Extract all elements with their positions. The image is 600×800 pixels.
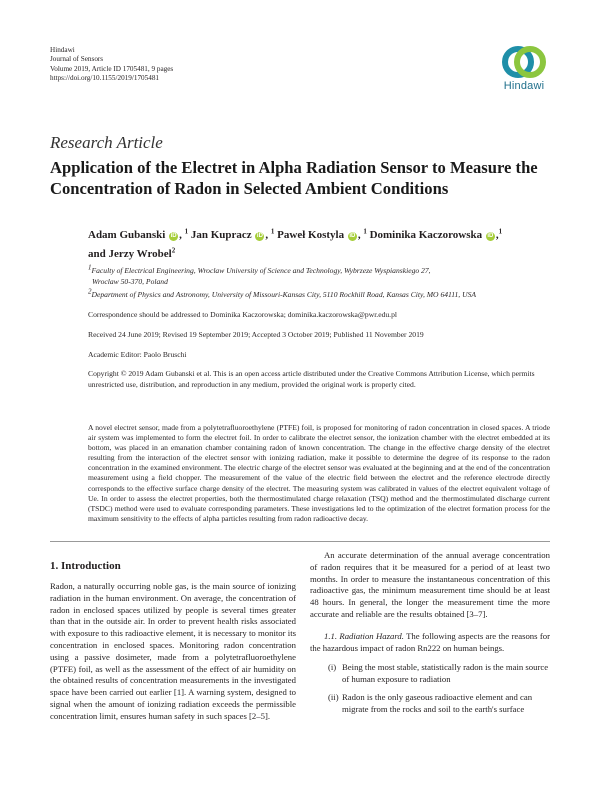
affiliation-1: 1Faculty of Electrical Engineering, Wroclaw University of Science and Technology, Wybrzeze Wyspianskiego 27, Wroclaw 50-370, Poland xyxy=(88,263,431,286)
section-heading: 1. Introduction xyxy=(50,560,121,572)
left-column xyxy=(50,581,296,723)
orcid-icon[interactable]: iD xyxy=(349,233,356,239)
subsection-heading: 1.1. Radiation Hazard. xyxy=(324,630,404,641)
copyright-notice: Copyright © 2019 Adam Gubanski et al. This is an open access article distributed under the Creative Commons Attribution License, which permits unrestricted use, distribution, and reproduction in any medium, provided the original work is properly cited. xyxy=(88,369,535,389)
article-type: Research Article xyxy=(50,133,163,152)
author-list xyxy=(88,226,558,264)
author[interactable]: and Jerzy Wrobel$^2$ xyxy=(88,246,176,260)
orcid-icon[interactable]: iD xyxy=(487,233,494,239)
author[interactable]: Paweł Kostyla iD , $^1$ xyxy=(277,227,367,241)
paragraph: An accurate determination of the annual average concentration of radon requires that it be measured for a period of at least two months. In order to measure the instantaneous concentration of this radioactive gas, the minimum measurement time should be at least 48 hours. In general, the longer the measurement time the more accurate and reliable are the results obtained [3–7]. xyxy=(310,550,550,619)
list-item: (ii) Radon is the only gaseous radioactive element and can migrate from the rocks and soil to the earth's surface xyxy=(328,691,533,714)
page-title: Application of the Electret in Alpha Radiation Sensor to Measure the Concentration of Radon in Selected Ambient Conditions xyxy=(50,158,538,198)
abstract: A novel electret sensor, made from a polytetrafluoroethylene (PTFE) foil, is proposed for monitoring of radon concentration in closed spaces. A triode air system was implemented to form the electret foil. In order to calibrate the electret sensor, the ionization chamber with the electret embedded at its bottom, was placed in an emanation chamber containing radon of known concentration. The change in the effective charge density of the electret resulting from the interaction of the electret sensor with ionizing radiation, make it possible to determine the degree of its response to the radon concentration in the examined environment. The electric charge of the electret sensor was evaluated at the beginning and at the end of the concentration measurement using a field chopper. The measurement of the value of the electric field between the electret and the reference electrode directly corresponds to the effective surface charge density of the electret. The measuring system was calibrated in values of the electret equivalent voltage of Ue. In order to assess the electret properties, both the thermostimulated charge relaxation (TSQ) method and the thermostimulated discharge current (TSDC) method were used to evaluate corresponding parameters. These investigations led to the optimization of the electret formation process for the maximum sensitivity to the effects of alpha particles resulting from radon radioactive decay. xyxy=(88,423,550,523)
doi-link[interactable]: https://doi.org/10.1155/2019/1705481 xyxy=(50,73,160,82)
journal-name: Journal of Sensors xyxy=(50,55,104,64)
logo-wordmark: Hindawi xyxy=(503,80,545,92)
right-column xyxy=(310,550,550,716)
author[interactable]: Jan Kupracz iD , $^1$ xyxy=(190,227,275,241)
orcid-icon[interactable]: iD xyxy=(256,233,263,239)
orcid-icon[interactable]: iD xyxy=(170,233,177,239)
publisher-logo xyxy=(493,45,555,107)
publisher-name: Hindawi xyxy=(50,46,75,54)
affiliation-2: 2Department of Physics and Astronomy, University of Missouri-Kansas City, 5110 Rockhill Road, Kansas City, MO 64111, USA xyxy=(88,287,477,299)
masthead xyxy=(50,46,173,83)
divider xyxy=(50,541,550,542)
paragraph: Radon, a naturally occurring noble gas, is the main source of ionizing radiation in the human environment. On average, the concentration of radon in enclosed spaces utilized by people is several times greater than that in the outside air. In order to prevent health risks associated with exposure to this radioactive element, it is necessary to monitor its concentration in enclosed spaces. Monitoring radon concentration using a passive dosimeter, made from a polytetrafluoroethylene (PTFE) foil, as well as the assessment of the effect of air humidity on the obtained results of concentration measurements in the investigated space have been carried out earlier [1]. A warning system, designed to signal when the amount of ionizing radiation exceeds the permissible concentration limit, ensures human safety in such spaces [2–5]. xyxy=(50,581,296,721)
volume-info: Volume 2019, Article ID 1705481, 9 pages xyxy=(50,64,174,73)
subsection-paragraph: 1.1. Radiation Hazard. The following aspects are the reasons for the hazardous impact of radon Rn222 on human beings. xyxy=(310,630,551,653)
academic-editor: Academic Editor: Paolo Bruschi xyxy=(88,350,187,359)
publication-dates: Received 24 June 2019; Revised 19 September 2019; Accepted 3 October 2019; Published 11 November 2019 xyxy=(88,330,424,339)
author[interactable]: Adam Gubanski iD , $^1$ xyxy=(88,227,189,241)
list-item: (i) Being the most stable, statistically radon is the main source of human exposure to radiation xyxy=(328,662,549,685)
hindawi-rings-icon xyxy=(501,45,547,79)
author[interactable]: Dominika Kaczorowska iD ,$^1$ xyxy=(369,227,503,241)
correspondence: Correspondence should be addressed to Dominika Kaczorowska; dominika.kaczorowska@pwr.edu.pl xyxy=(88,310,397,319)
